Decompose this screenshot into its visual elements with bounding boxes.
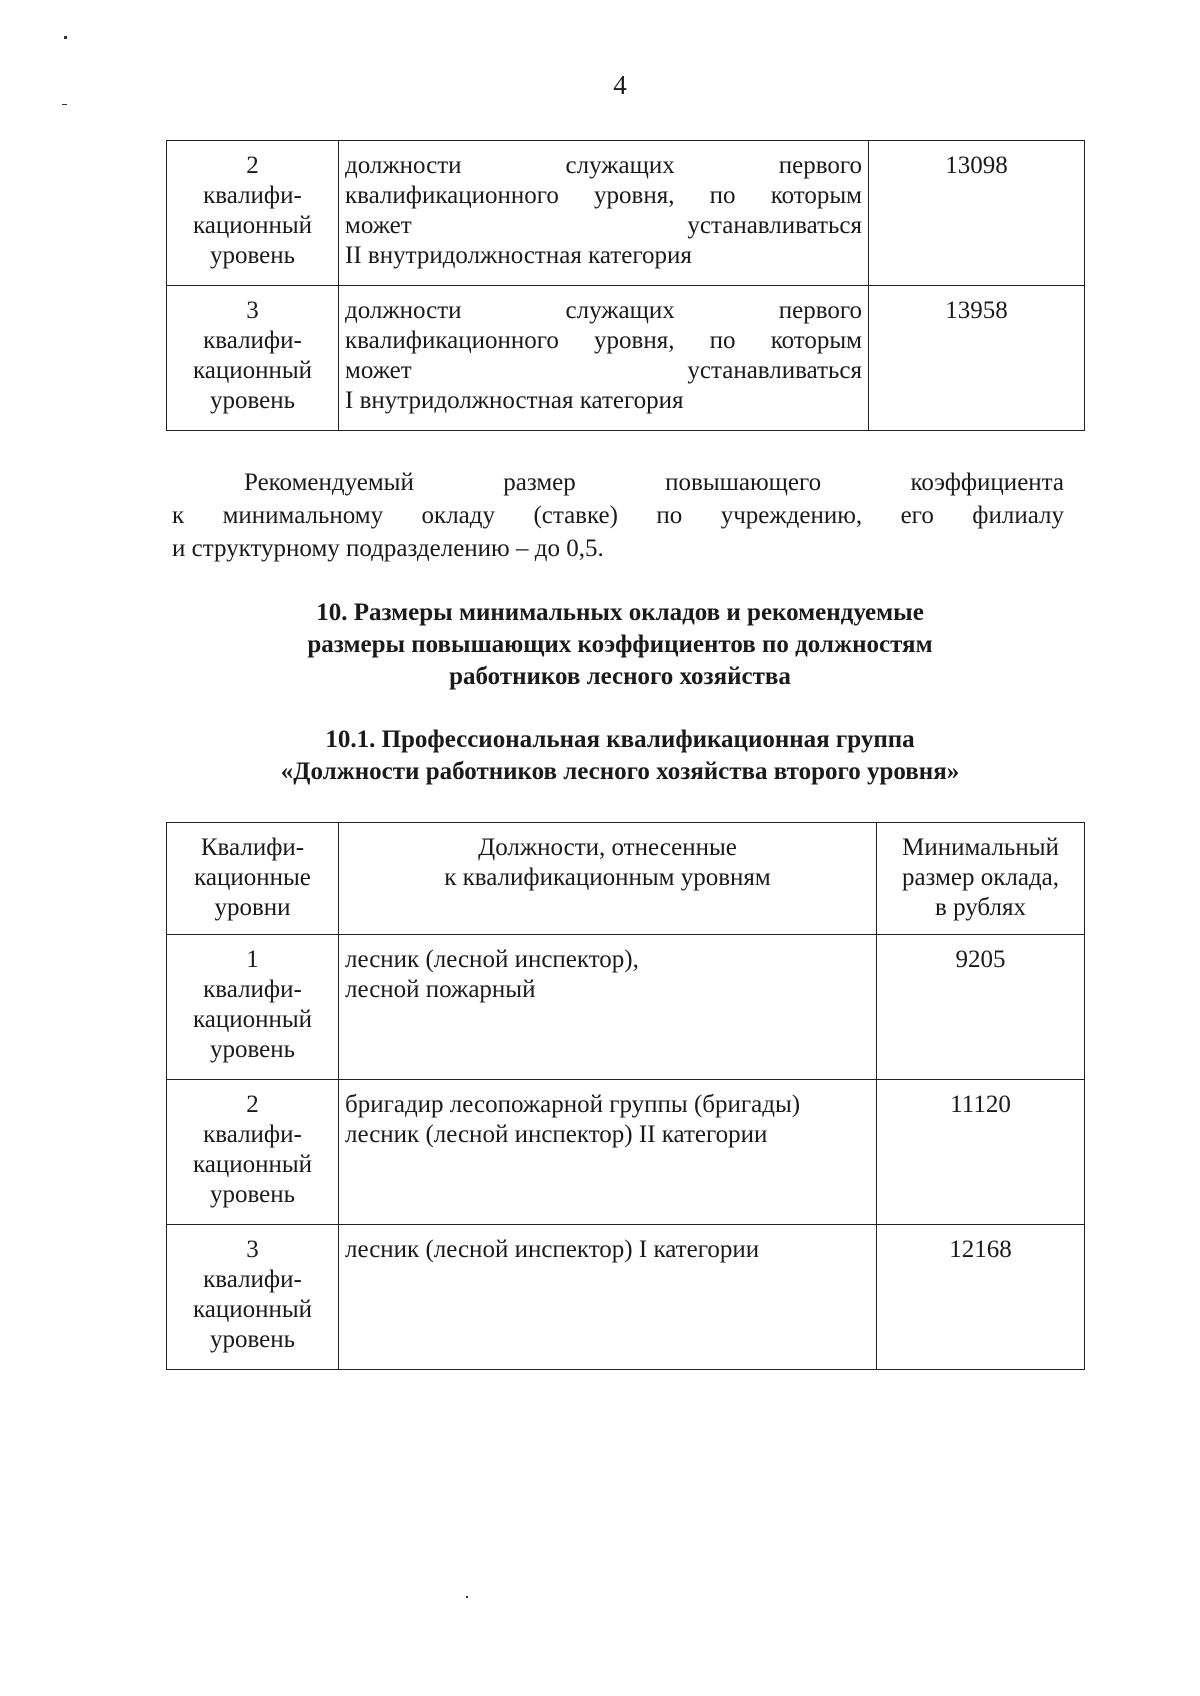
level-number: 2 — [246, 1091, 259, 1118]
heading-line: «Должности работников лесного хозяйства второго уровня» — [280, 758, 960, 785]
position-text: лесник (лесной инспектор) I категории — [345, 1236, 760, 1263]
position-cell — [339, 286, 869, 431]
position-text: лесник (лесной инспектор), — [345, 946, 639, 973]
position-text: I внутридолжностная категория — [345, 387, 684, 414]
level-number: 2 — [246, 152, 259, 179]
level-cell — [167, 935, 339, 1080]
coefficient-paragraph — [172, 466, 1064, 565]
table-row — [167, 286, 1085, 431]
level-number: 3 — [246, 1236, 259, 1263]
section-heading — [150, 597, 1090, 693]
position-text: может устанавливаться — [345, 212, 862, 239]
position-text: бригадир лесопожарной группы (бригады) — [345, 1091, 801, 1118]
scan-mark — [64, 36, 67, 39]
level-cell — [167, 286, 339, 431]
level-cell — [167, 141, 339, 286]
table-row — [167, 935, 1085, 1080]
level-label: кационный — [192, 1151, 313, 1178]
level-label: уровень — [209, 242, 296, 269]
level-label: кационный — [192, 357, 313, 384]
level-number: 1 — [246, 946, 259, 973]
salary-cell: 13958 — [869, 286, 1085, 431]
salary-cell: 12168 — [877, 1225, 1085, 1370]
position-text: должности служащих первого — [345, 152, 862, 179]
position-cell — [339, 935, 877, 1080]
header-salary — [877, 823, 1085, 935]
table-header-row — [167, 823, 1085, 935]
level-cell — [167, 1080, 339, 1225]
table-row — [167, 141, 1085, 286]
header-text: к квалификационным уровням — [444, 864, 771, 891]
position-text: лесной пожарный — [345, 976, 536, 1003]
table-forestry-positions — [166, 822, 1085, 1370]
salary-cell: 9205 — [877, 935, 1085, 1080]
header-text: Минимальный — [902, 834, 1059, 861]
position-cell — [339, 1080, 877, 1225]
level-number: 3 — [246, 297, 259, 324]
position-text: II внутридолжностная категория — [345, 242, 692, 269]
level-label: квалифи- — [203, 1121, 302, 1148]
heading-line: 10. Размеры минимальных окладов и рекомендуемые — [316, 599, 924, 626]
scan-mark — [62, 104, 67, 105]
level-label: квалифи- — [203, 1266, 302, 1293]
page-number: 4 — [613, 70, 627, 100]
salary-cell: 11120 — [877, 1080, 1085, 1225]
level-label: уровень — [209, 1036, 296, 1063]
level-label: уровень — [209, 1181, 296, 1208]
subsection-heading — [150, 724, 1090, 788]
header-text: размер оклада, — [901, 864, 1060, 891]
header-positions — [339, 823, 877, 935]
table-top — [166, 140, 1085, 431]
header-text: в рублях — [935, 894, 1026, 921]
position-cell — [339, 1225, 877, 1370]
header-text: Должности, отнесенные — [478, 834, 737, 861]
table-row — [167, 1225, 1085, 1370]
level-label: кационный — [192, 212, 313, 239]
level-label: кационный — [192, 1296, 313, 1323]
position-text: квалификационного уровня, по которым — [345, 182, 862, 209]
header-levels — [167, 823, 339, 935]
level-label: уровень — [209, 387, 296, 414]
position-cell — [339, 141, 869, 286]
heading-line: размеры повышающих коэффициентов по должностям — [307, 631, 933, 658]
header-text: уровни — [214, 894, 291, 921]
paragraph-line: к минимальному окладу (ставке) по учреждению, его филиалу — [172, 502, 1064, 529]
salary-cell: 13098 — [869, 141, 1085, 286]
level-label: квалифи- — [203, 182, 302, 209]
position-text: квалификационного уровня, по которым — [345, 327, 862, 354]
heading-line: 10.1. Профессиональная квалификационная группа — [325, 726, 915, 753]
level-label: уровень — [209, 1326, 296, 1353]
level-cell — [167, 1225, 339, 1370]
level-label: кационный — [192, 1006, 313, 1033]
level-label: квалифи- — [203, 976, 302, 1003]
position-text: лесник (лесной инспектор) II категории — [345, 1121, 768, 1148]
position-text: должности служащих первого — [345, 297, 862, 324]
heading-line: работников лесного хозяйства — [449, 663, 791, 690]
position-text: может устанавливаться — [345, 357, 862, 384]
table-row — [167, 1080, 1085, 1225]
level-label: квалифи- — [203, 327, 302, 354]
scan-mark — [466, 1596, 468, 1598]
header-text: Квалифи- — [200, 834, 305, 861]
header-text: кационные — [194, 864, 311, 891]
paragraph-line: и структурному подразделению – до 0,5. — [172, 535, 604, 562]
paragraph-line: Рекомендуемый размер повышающего коэффициента — [244, 469, 1064, 496]
